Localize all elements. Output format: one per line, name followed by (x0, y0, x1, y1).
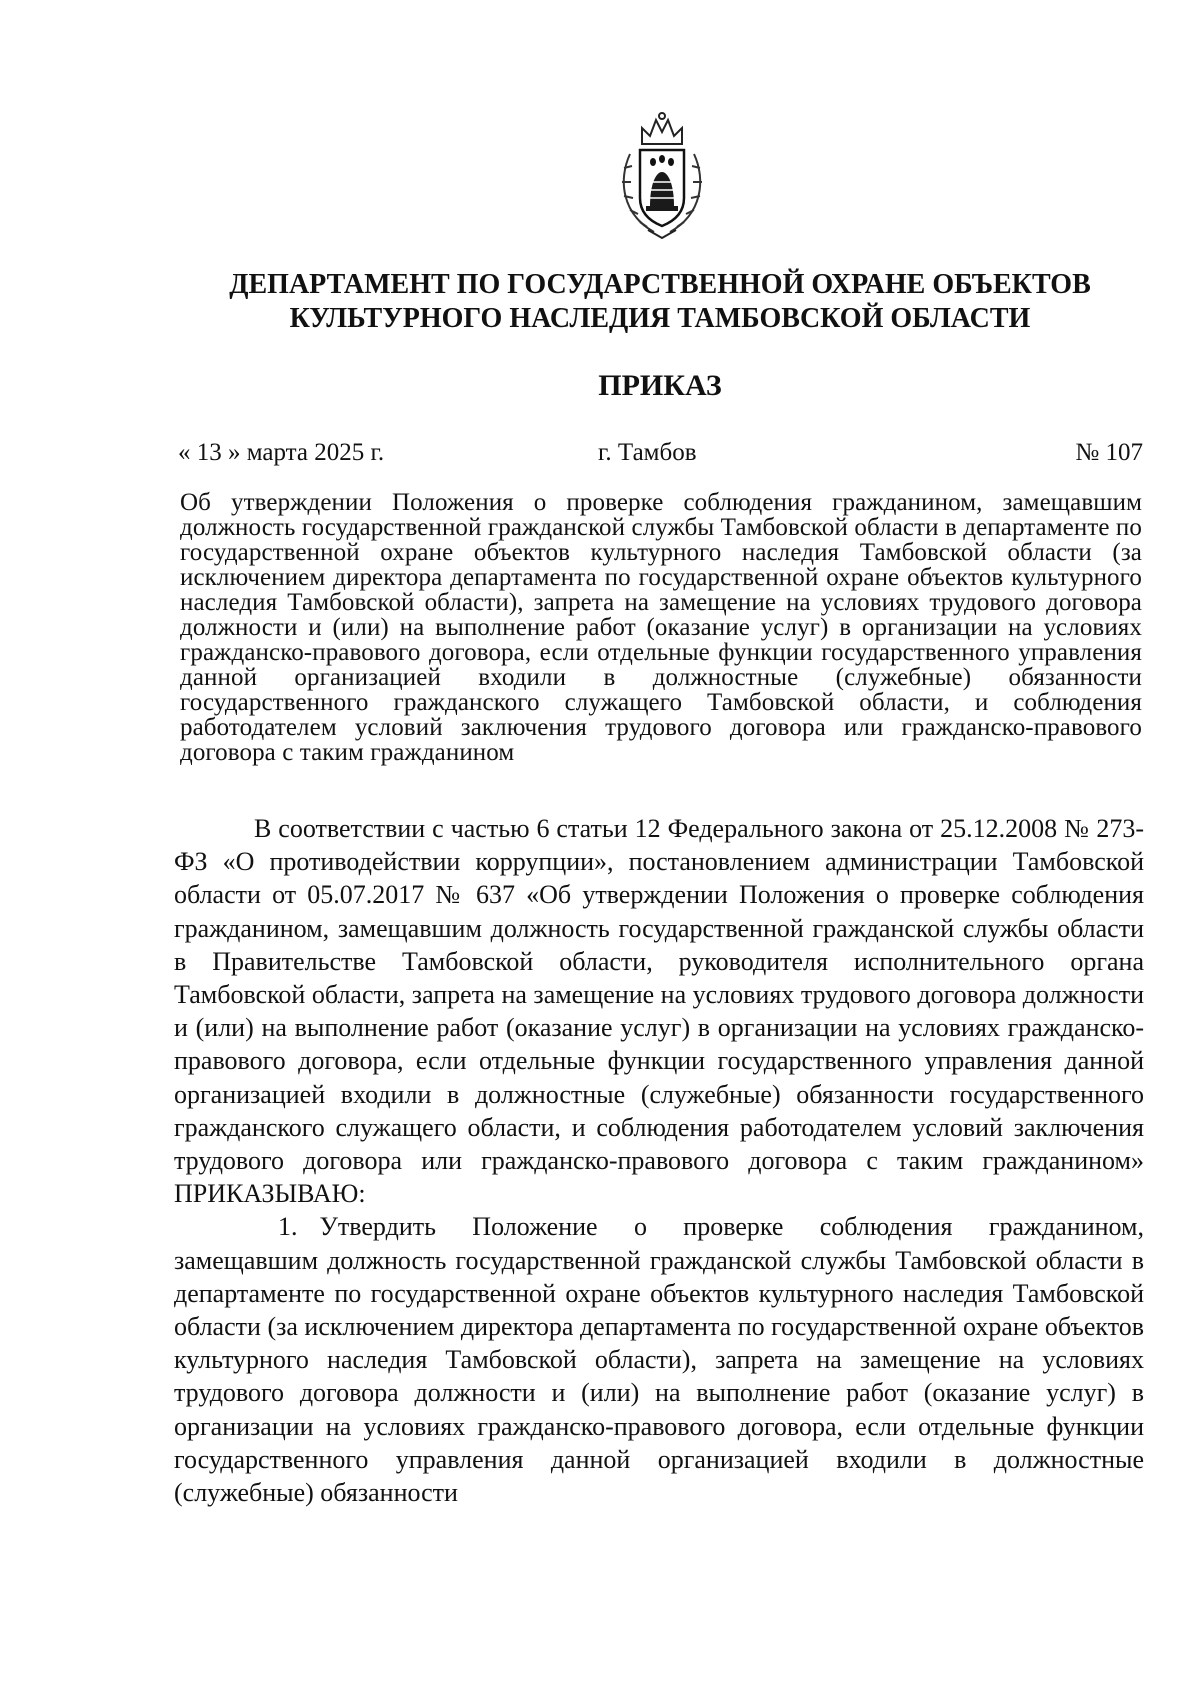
document-number: № 107 (1075, 439, 1143, 466)
document-subject: Об утверждении Положения о проверке соблюдения гражданином, замещавшим должность государственной гражданской службы Тамбовской области в департаменте по государственной охране объектов культурного наследия Тамбовской области (за исключением директора департамента по государственной охране объектов культурного наследия Тамбовской области), запрета на замещение на условиях трудового договора должности и (или) на выполнение работ (оказание услуг) в организации на условиях гражданско-правового договора, если отдельные функции государственного управления данной организацией входили в должностные (служебные) обязанности государственного гражданского служащего Тамбовской области, и соблюдения работодателем условий заключения трудового договора или гражданско-правового договора с таким гражданином (180, 489, 1142, 766)
item-text: Утвердить Положение о проверке соблюдения гражданином, замещавшим должность государственной гражданской службы Тамбовской области в департаменте по государственной охране объектов культурного наследия Тамбовской области (за исключением директора департамента по государственной охране объектов культурного наследия Тамбовской области), запрета на замещение на условиях трудового договора должности и (или) на выполнение работ (оказание услуг) в организации на условиях гражданско-правового договора, если отдельные функции государственного управления данной организацией входили в должностные (служебные) обязанности (174, 1212, 1144, 1508)
document-body (174, 812, 1144, 1509)
document-city: г. Тамбов (598, 439, 697, 466)
list-item (174, 1210, 1144, 1509)
document-type-heading: ПРИКАЗ (598, 369, 722, 402)
item-number: 1. (278, 1212, 298, 1242)
document-date: « 13 » марта 2025 г. (178, 439, 385, 466)
preamble-paragraph: В соответствии с частью 6 статьи 12 Федерального закона от 25.12.2008 № 273-ФЗ «О противодействии коррупции», постановлением администрации Тамбовской области от 05.07.2017 № 637 «Об утверждении Положения о проверке соблюдения гражданином, замещавшим должность государственной гражданской службы области в Правительстве Тамбовской области, руководителя исполнительного органа Тамбовской области, запрета на замещение на условиях трудового договора должности и (или) на выполнение работ (оказание услуг) в организации на условиях гражданско-правового договора, если отдельные функции государственного управления данной организацией входили в должностные (служебные) обязанности государственного гражданского служащего области, и соблюдения работодателем условий заключения трудового договора или гражданско-правового договора с таким гражданином» ПРИКАЗЫВАЮ: (174, 814, 1144, 1209)
coat-of-arms-icon (612, 110, 712, 242)
document-meta-row (178, 438, 1143, 470)
department-title: ДЕПАРТАМЕНТ ПО ГОСУДАРСТВЕННОЙ ОХРАНЕ ОБЪЕКТОВ КУЛЬТУРНОГО НАСЛЕДИЯ ТАМБОВСКОЙ ОБЛАСТИ (229, 269, 1091, 334)
